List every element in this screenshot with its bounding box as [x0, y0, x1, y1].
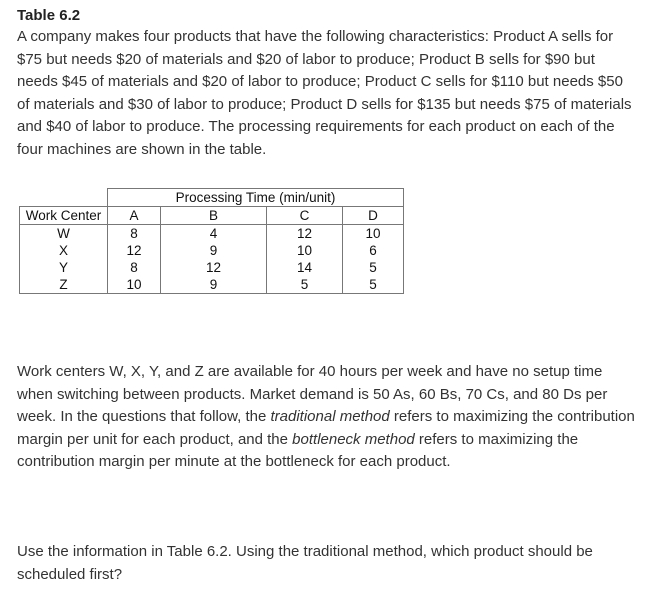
- time-cell: 12: [108, 242, 161, 259]
- time-cell: 10: [343, 225, 404, 243]
- work-center-cell: Z: [20, 276, 108, 294]
- time-cell: 8: [108, 259, 161, 276]
- column-header-b: B: [161, 207, 267, 225]
- time-cell: 9: [161, 276, 267, 294]
- time-cell: 12: [267, 225, 343, 243]
- time-cell: 4: [161, 225, 267, 243]
- column-header-a: A: [108, 207, 161, 225]
- column-header-c: C: [267, 207, 343, 225]
- group-header: Processing Time (min/unit): [108, 189, 404, 207]
- conditions-paragraph: [17, 361, 635, 474]
- intro-paragraph: A company makes four products that have the following characteristics: Product A sells for $75 but needs $20 of materials and $20 of labor to produce; Product B sells for $90 but needs $45 of materials and $20 of labor to produce; Product C sells for $110 but needs $50 of materials and $30 of labor to produce; Product D sells for $135 but needs $75 of materials and $40 of labor to produce. The processing requirements for each product on each of the four machines are shown in the table.: [17, 28, 632, 158]
- table-row: [20, 225, 404, 243]
- conditions-text: Work centers W, X, Y, and Z are available for 40 hours per week and have no setup time when switching between products. Market demand is 50 As, 60 Bs, 70 Cs, and 80 Ds per week. In the questions that follow, the: [17, 363, 608, 425]
- time-cell: 12: [161, 259, 267, 276]
- time-cell: 5: [343, 259, 404, 276]
- table-row: [20, 259, 404, 276]
- time-cell: 9: [161, 242, 267, 259]
- time-cell: 10: [267, 242, 343, 259]
- conditions-text: refers to maximizing the contribution margin per unit for each product, and the: [17, 408, 635, 448]
- table-row: [20, 276, 404, 294]
- time-cell: 8: [108, 225, 161, 243]
- table-corner: [20, 189, 108, 207]
- time-cell: 5: [343, 276, 404, 294]
- row-header: Work Center: [20, 207, 108, 225]
- time-cell: 5: [267, 276, 343, 294]
- time-cell: 6: [343, 242, 404, 259]
- work-center-cell: X: [20, 242, 108, 259]
- term-traditional-method: traditional method: [270, 408, 390, 425]
- work-center-cell: Y: [20, 259, 108, 276]
- table-row: [20, 242, 404, 259]
- time-cell: 10: [108, 276, 161, 294]
- processing-time-table: [19, 188, 404, 294]
- term-bottleneck-method: bottleneck method: [292, 430, 415, 448]
- conditions-text: refers to maximizing the contribution margin per minute at the bottleneck for each product.: [17, 430, 579, 470]
- table-heading: Table 6.2: [17, 7, 81, 24]
- time-cell: 14: [267, 259, 343, 276]
- question-text: Use the information in Table 6.2. Using the traditional method, which product should be scheduled first?: [17, 543, 593, 583]
- column-header-d: D: [343, 207, 404, 225]
- work-center-cell: W: [20, 225, 108, 243]
